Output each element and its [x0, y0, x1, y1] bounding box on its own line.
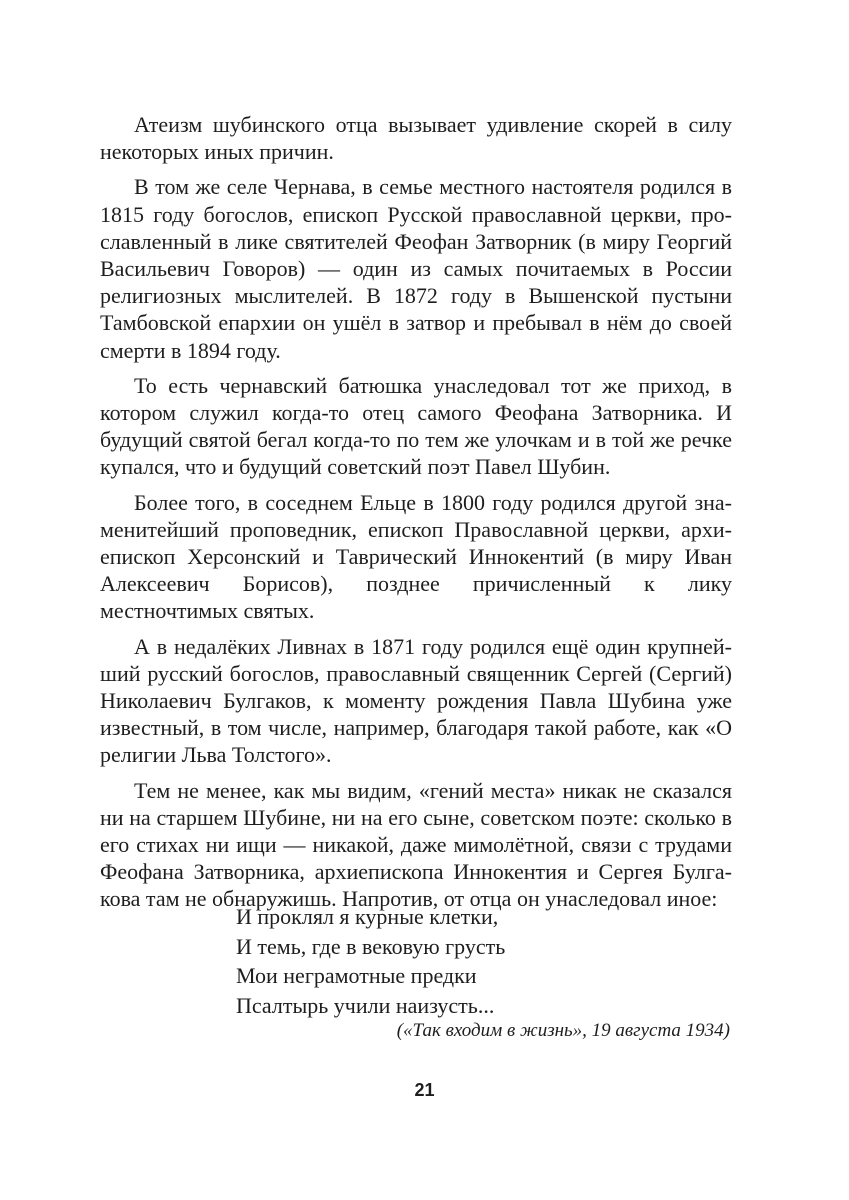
paragraph: В том же селе Чернава, в семье местного настоятеля родился в 1815 году богослов, епископ Русской православной церкви, прославленный в лике святителей Феофан Затворник (в миру Георгий Васильевич Говоров) — один из самых почитаемых в России религиозных мыслителей. В 1872 году в Вышенской пустыни Тамбовской епархии он ушёл в затвор и пребывал в нём до своей смерти в 1894 году.: [100, 174, 732, 363]
body-text: [100, 111, 732, 921]
paragraph: Более того, в соседнем Ельце в 1800 году родился другой знаменитейший проповедник, епископ Православной церкви, архиепископ Херсонский и Таврический Иннокентий (в миру Иван Алексеевич Борисов), позднее причисленный к лику местночтимых святых.: [100, 489, 732, 624]
paragraph: То есть чернавский батюшка унаследовал тот же приход, в котором служил когда-то отец самого Феофана Затворника. И будущий святой бегал когда-то по тем же улочкам и в той же речке купался, что и будущий советский поэт Павел Шубин.: [100, 372, 732, 480]
poem-line: И проклял я курные клетки,: [236, 904, 499, 929]
paragraph: А в недалёких Ливнах в 1871 году родился ещё один крупнейший русский богослов, православный священник Сергей (Сергий) Николаевич Булгаков, к моменту рождения Павла Шубина уже известный, в том числе, например, благодаря такой работе, как «О религии Льва Толстого».: [100, 633, 732, 768]
paragraph: Атеизм шубинского отца вызывает удивление скорей в силу некоторых иных причин.: [100, 112, 732, 165]
paragraph: Тем не менее, как мы видим, «гений места» никак не сказался ни на старшем Шубине, ни на его сыне, советском поэте: сколько в его стихах ни ищи — никакой, даже мимолётной, связи с трудами Феофана Затворника, архиепископа Иннокентия и Сергея Булгакова там не обнаружишь. Напротив, от отца он унаследовал иное:: [100, 777, 732, 912]
page-number: 21: [414, 1080, 435, 1100]
poem-attribution: («Так входим в жизнь», 19 августа 1934): [396, 1020, 730, 1041]
poem-line: И темь, где в вековую грусть: [236, 933, 506, 959]
poem-line: Псалтырь учили наизусть...: [236, 992, 495, 1018]
poem-quote: [236, 902, 505, 1020]
poem-line: Мои неграмотные предки: [236, 963, 477, 988]
